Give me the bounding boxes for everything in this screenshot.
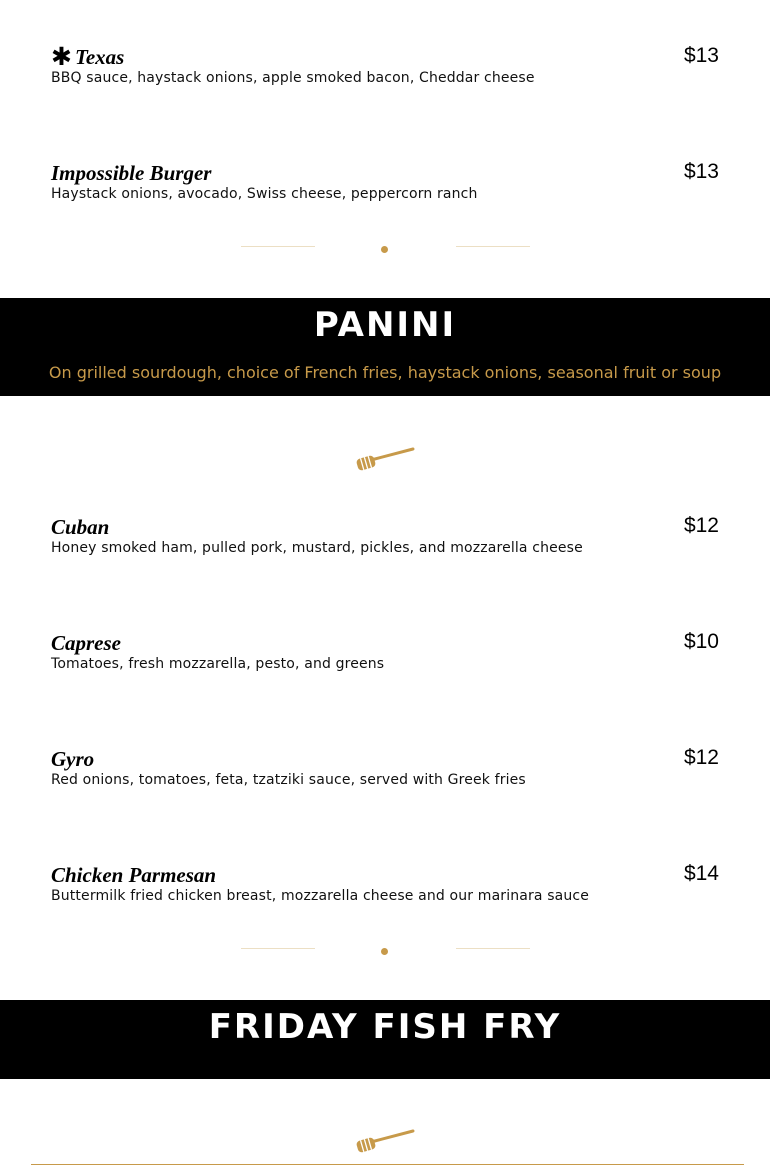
item-price: $10: [683, 630, 719, 653]
section-banner-fish-fry: [0, 1000, 770, 1079]
divider-line-right: [456, 948, 530, 949]
item-name: [51, 42, 125, 71]
item-price: $13: [683, 44, 719, 67]
item-description: BBQ sauce, haystack onions, apple smoked bacon, Cheddar cheese: [51, 70, 535, 86]
section-divider: [0, 244, 770, 256]
section-divider: [0, 946, 770, 958]
item-price: $13: [683, 160, 719, 183]
honey-dipper-icon: [355, 446, 415, 472]
item-price: $14: [683, 862, 719, 885]
divider-line-right: [456, 246, 530, 247]
divider-dot: [381, 246, 388, 253]
item-description: Honey smoked ham, pulled pork, mustard, pickles, and mozzarella cheese: [51, 540, 583, 556]
divider-dot: [381, 948, 388, 955]
item-description: Red onions, tomatoes, feta, tzatziki sauce, served with Greek fries: [51, 772, 526, 788]
star-icon: ✱: [51, 42, 72, 71]
item-name: Chicken Parmesan: [51, 863, 217, 887]
section-subtitle: On grilled sourdough, choice of French fries, haystack onions, seasonal fruit or soup: [48, 363, 722, 382]
frame-bottom-rule: [31, 1164, 744, 1165]
divider-line-left: [241, 948, 315, 949]
item-name-text: Texas: [74, 45, 125, 69]
item-price: $12: [683, 746, 719, 769]
item-name: Cuban: [51, 515, 110, 539]
honey-dipper-icon: [355, 1128, 415, 1154]
item-description: Buttermilk fried chicken breast, mozzarella cheese and our marinara sauce: [51, 888, 590, 904]
section-title: PANINI: [313, 305, 457, 345]
section-banner-panini: [0, 298, 770, 396]
item-name: Gyro: [51, 747, 95, 771]
item-name: Caprese: [51, 631, 121, 655]
item-price: $12: [683, 514, 719, 537]
item-description: Haystack onions, avocado, Swiss cheese, peppercorn ranch: [51, 186, 478, 202]
divider-line-left: [241, 246, 315, 247]
section-title: FRIDAY FISH FRY: [208, 1007, 562, 1047]
item-name: Impossible Burger: [51, 161, 212, 185]
item-description: Tomatoes, fresh mozzarella, pesto, and greens: [51, 656, 385, 672]
